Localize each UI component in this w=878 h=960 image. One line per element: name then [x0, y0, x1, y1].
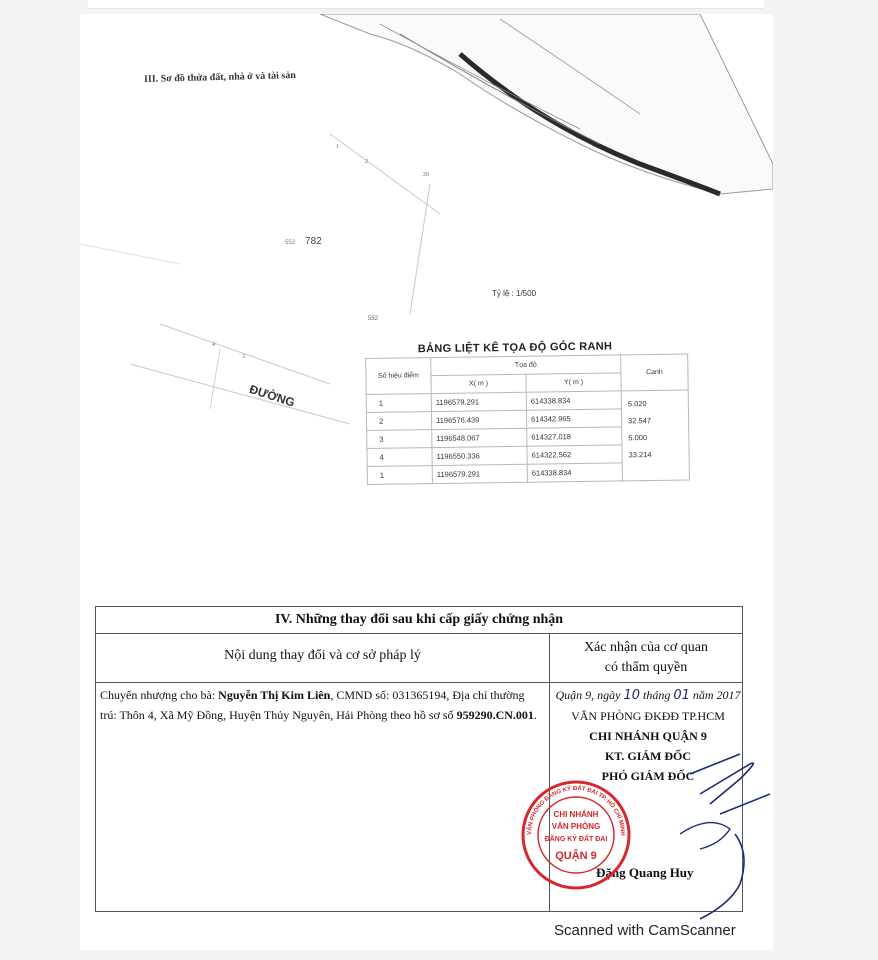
deputy-title: PHÓ GIÁM ĐỐC	[601, 769, 695, 783]
stamp-line3: ĐĂNG KÝ ĐẤT ĐAI	[544, 836, 608, 843]
table-row: 4 1196550.336 614322.562	[367, 444, 689, 466]
kt-title: KT. GIÁM ĐỐC	[604, 749, 692, 763]
land-plot-diagram	[80, 14, 773, 604]
header-y: Y( m )	[526, 373, 621, 392]
top-bar	[88, 0, 764, 9]
table-row: 3 1196548.067 614327.018	[367, 426, 689, 448]
official-stamp	[520, 779, 632, 891]
header-edge: Cạnh	[621, 354, 688, 391]
scale-label: Tỷ lệ : 1/500	[492, 289, 537, 298]
transferee-name: Nguyễn Thị Kim Liên	[218, 688, 331, 702]
camscanner-watermark: Scanned with CamScanner	[554, 922, 736, 939]
point-label: 2	[365, 159, 368, 165]
stamp-ring-text: VĂN PHÒNG ĐĂNG KÝ ĐẤT ĐAI TP. HỒ CHÍ MINH	[526, 785, 626, 836]
stamp-line2: VĂN PHÒNG	[551, 822, 601, 831]
point-label: 3	[242, 354, 245, 360]
stamp-line1: CHI NHÁNH	[553, 810, 599, 819]
header-coord: Tọa độ	[431, 355, 621, 376]
section4-title: IV. Những thay đổi sau khi cấp giấy chứng nhận	[96, 607, 742, 634]
branch-name: CHI NHÁNH QUẬN 9	[589, 729, 707, 743]
header-x: X( m )	[431, 374, 526, 393]
neighbor-parcel-label: 552	[285, 240, 296, 246]
document-page	[80, 14, 773, 950]
point-label: 20	[423, 172, 429, 178]
coordinate-table	[365, 353, 690, 484]
stamp-line4: QUẬN 9	[555, 850, 597, 862]
signer-name: Đặng Quang Huy	[596, 865, 694, 880]
section3-title: III. Sơ đồ thửa đất, nhà ở và tài sản	[143, 70, 296, 85]
header-point: Số hiệu điểm	[366, 358, 431, 395]
parcel-number: 552 782	[285, 236, 322, 247]
changes-section	[95, 606, 743, 912]
content-column-header: Nội dung thay đổi và cơ sở pháp lý	[224, 648, 421, 663]
office-name: VĂN PHÒNG ĐKĐĐ TP.HCM	[571, 709, 725, 723]
point-label: 1	[336, 144, 339, 150]
confirm-column-header: Xác nhận của cơ quan có thẩm quyền	[583, 640, 708, 675]
road-label: ĐƯỜNG	[247, 382, 297, 410]
coordinate-table-title: BẢNG LIỆT KÊ TỌA ĐỘ GÓC RANH	[417, 340, 613, 356]
table-row: 1 1196579.291 614338.834	[367, 462, 689, 484]
coordinate-table-block	[365, 339, 707, 485]
neighbor-parcel-label: 552	[368, 316, 379, 322]
section4-column-headers	[96, 634, 742, 683]
edge-lengths: 5.020 32.547 5.000 33.214	[621, 390, 689, 481]
file-number: 959290.CN.001	[456, 708, 534, 722]
change-content: Chuyển nhượng cho bà: Nguyễn Thị Kim Liên, CMND số: 031365194, Địa chỉ thường trú: Thôn 4, Xã Mỹ Đồng, Huyện Thủy Nguyên, Hải Phòng theo hồ sơ số 959290.CN.001.	[100, 688, 537, 722]
handwritten-signature	[680, 734, 773, 934]
point-label: 4	[212, 342, 215, 348]
table-row: 1 1196579.291 614338.834 5.020 32.547 5.000 33.214	[366, 390, 688, 412]
table-row: 2 1196576.439 614342.965	[366, 408, 688, 430]
confirmation-date: Quận 9, ngày 10 tháng 01 năm 2017	[555, 688, 741, 703]
